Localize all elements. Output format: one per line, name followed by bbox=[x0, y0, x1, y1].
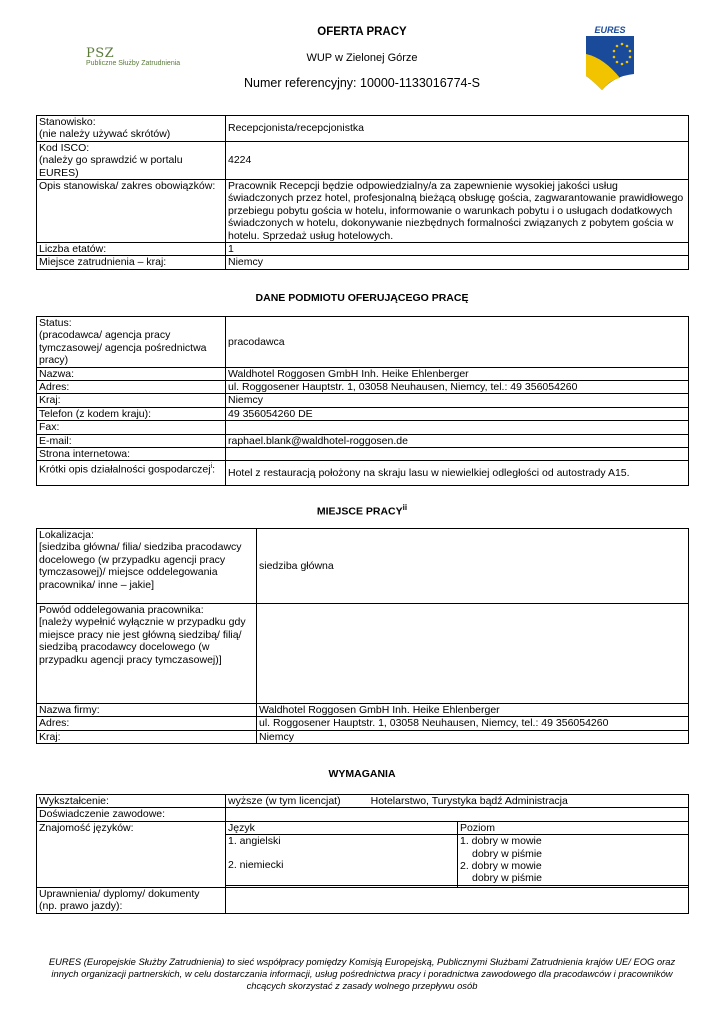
reference-number: Numer referencyjny: 10000-1133016774-S bbox=[243, 76, 481, 90]
workplace-value-company: Waldhotel Roggosen GmbH Inh. Heike Ehlenberger bbox=[257, 704, 689, 717]
lang-level-2-speak: 2. dobry w mowie bbox=[460, 860, 542, 873]
employer-value-fax bbox=[226, 421, 689, 434]
workplace-label-company: Nazwa firmy: bbox=[37, 704, 257, 717]
req-value-licenses bbox=[226, 887, 689, 913]
employer-label-address: Adres: bbox=[37, 381, 226, 394]
employer-value-activity: Hotel z restauracją położony na skraju lasu w niewielkiej odległości od autostrady A15. bbox=[226, 461, 689, 486]
employer-value-name: Waldhotel Roggosen GmbH Inh. Heike Ehlenberger bbox=[226, 367, 689, 380]
lang-col-level: Poziom bbox=[458, 821, 689, 834]
office-name: WUP w Zielonej Górze bbox=[306, 52, 418, 64]
employer-section-title: DANE PODMIOTU OFERUJĄCEGO PRACĘ bbox=[255, 292, 469, 304]
workplace-value-location: siedziba główna bbox=[257, 529, 689, 604]
offer-label-description: Opis stanowiska/ zakres obowiązków: bbox=[37, 180, 226, 243]
offer-value-position: Recepcjonista/recepcjonistka bbox=[226, 116, 689, 142]
offer-value-country: Niemcy bbox=[226, 256, 689, 269]
lang-level-1-speak: 1. dobry w mowie bbox=[460, 835, 542, 848]
requirements-table bbox=[36, 794, 689, 914]
req-label-education: Wykształcenie: bbox=[37, 795, 226, 808]
lang-level-2-write: dobry w piśmie bbox=[472, 872, 543, 885]
employer-label-status: Status: (pracodawca/ agencja pracy tymczasowej/ agencja pośrednictwa pracy) bbox=[37, 317, 226, 368]
employer-label-fax: Fax: bbox=[37, 421, 226, 434]
workplace-section-title: MIEJSCE PRACY$^{ii}$ bbox=[316, 503, 408, 518]
offer-table bbox=[36, 115, 689, 270]
workplace-value-address: ul. Roggosener Hauptstr. 1, 03058 Neuhausen, Niemcy, tel.: 49 356054260 bbox=[257, 717, 689, 730]
offer-label-country: Miejsce zatrudnienia – kraj: bbox=[37, 256, 226, 269]
offer-value-fte: 1 bbox=[226, 243, 689, 256]
psz-logo-subtext: Publiczne Służby Zatrudnienia bbox=[86, 60, 181, 67]
employer-label-country: Kraj: bbox=[37, 394, 226, 407]
workplace-value-country: Niemcy bbox=[257, 730, 689, 743]
employer-label-website: Strona internetowa: bbox=[37, 448, 226, 461]
eures-logo bbox=[584, 24, 636, 92]
requirements-section-title: WYMAGANIA bbox=[328, 768, 396, 780]
employer-value-phone: 49 356054260 DE bbox=[226, 407, 689, 420]
employer-label-email: E-mail: bbox=[37, 434, 226, 447]
employer-label-name: Nazwa: bbox=[37, 367, 226, 380]
workplace-label-location: Lokalizacja: [siedziba główna/ filia/ siedziba pracodawcy docelowego (w przypadku agencji pracy tymczasowej)/ miejsce oddelegowania pracownika/ inne – jakie] bbox=[37, 529, 257, 604]
lang-levels bbox=[458, 835, 689, 886]
offer-value-isco: 4224 bbox=[226, 141, 689, 179]
lang-col-language: Język bbox=[226, 821, 458, 834]
lang-name-2: 2. niemiecki bbox=[228, 859, 284, 872]
footer-note: EURES (Europejskie Służby Zatrudnienia) to sieć współpracy pomiędzy Komisją Europejską, Publicznymi Służbami Zatrudnienia krajów UE/ EOG oraz innych organizacji partnerskich, w celu dostarczania informacji, usług pośrednictwa pracy i poradnictwa zawodowego dla pracodawców i pracowników chcących skorzystać z zasady wolnego przepływu osób bbox=[48, 956, 676, 991]
workplace-label-country: Kraj: bbox=[37, 730, 257, 743]
employer-label-phone: Telefon (z kodem kraju): bbox=[37, 407, 226, 420]
employer-value-website bbox=[226, 448, 689, 461]
req-label-licenses: Uprawnienia/ dyplomy/ dokumenty (np. prawo jazdy): bbox=[37, 887, 226, 913]
psz-logo bbox=[86, 46, 180, 67]
page-title: OFERTA PRACY bbox=[317, 26, 407, 38]
offer-label-isco: Kod ISCO: (należy go sprawdzić w portalu EURES) bbox=[37, 141, 226, 179]
lang-names bbox=[226, 835, 458, 886]
workplace-label-address: Adres: bbox=[37, 717, 257, 730]
req-value-experience bbox=[226, 808, 689, 821]
employer-table bbox=[36, 316, 689, 486]
workplace-table bbox=[36, 528, 689, 744]
lang-name-1: 1. angielski bbox=[228, 835, 281, 848]
lang-level-1-write: dobry w piśmie bbox=[472, 847, 543, 860]
workplace-value-delegation bbox=[257, 604, 689, 704]
offer-value-description: Pracownik Recepcji będzie odpowiedzialny/a za zapewnienie wysokiej jakości usług świadczonych przez hotel, profesjonalną bieżącą obsługę gościa, zagwarantowanie prawidłowego przebiegu pobytu gościa w hotelu, informowanie o warunkach pobytu i o usługach dodatkowych świadczonych w hotelu, dokonywanie niezbędnych formalności związanych z pobytem gościa w hotelu. Sprzedaż usług hotelowych. bbox=[226, 180, 689, 243]
employer-value-country: Niemcy bbox=[226, 394, 689, 407]
employer-value-status: pracodawca bbox=[226, 317, 689, 368]
req-label-languages: Znajomość języków: bbox=[37, 821, 226, 887]
workplace-label-delegation: Powód oddelegowania pracownika: [należy wypełnić wyłącznie w przypadku gdy miejsce pracy nie jest główną siedzibą/ filią/ siedzibą pracodawcy docelowego (w przypadku agencji pracy tymczasowej)] bbox=[37, 604, 257, 704]
eures-logo-text: EURES bbox=[594, 25, 626, 35]
employer-value-address: ul. Roggosener Hauptstr. 1, 03058 Neuhausen, Niemcy, tel.: 49 356054260 bbox=[226, 381, 689, 394]
req-value-education: wyższe (w tym licencjat) Hotelarstwo, Turystyka bądź Administracja bbox=[226, 795, 689, 808]
offer-label-fte: Liczba etatów: bbox=[37, 243, 226, 256]
req-label-experience: Doświadczenie zawodowe: bbox=[37, 808, 226, 821]
offer-label-position: Stanowisko: (nie należy używać skrótów) bbox=[37, 116, 226, 142]
employer-value-email: raphael.blank@waldhotel-roggosen.de bbox=[226, 434, 689, 447]
psz-logo-text: PSZ bbox=[86, 46, 115, 61]
employer-label-activity: Krótki opis działalności gospodarczej$^i$: bbox=[37, 461, 226, 486]
